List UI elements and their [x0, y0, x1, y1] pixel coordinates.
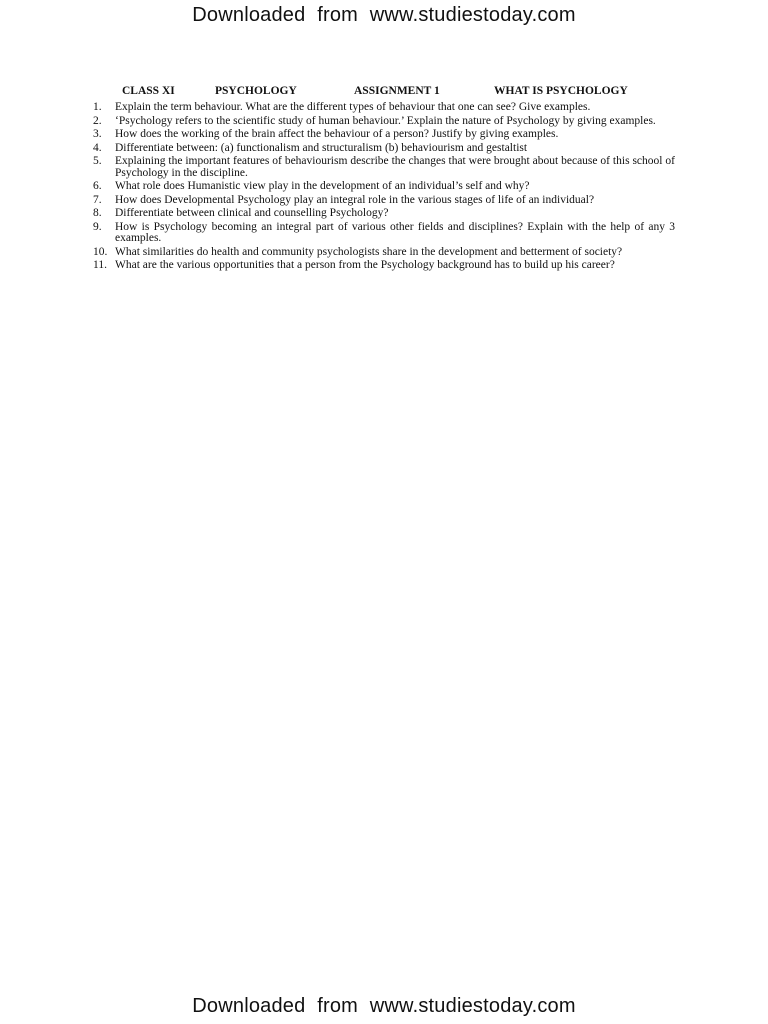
question-text: What similarities do health and community psychologists share in the development and betterment of society? — [115, 245, 623, 258]
question-text: Differentiate between clinical and counselling Psychology? — [115, 207, 389, 219]
question-number: 1. — [93, 101, 102, 113]
question-text: Differentiate between: (a) functionalism and structuralism (b) behaviourism and gestaltist — [115, 141, 528, 154]
question-number: 3. — [93, 128, 102, 140]
question-text: What role does Humanistic view play in the development of an individual’s self and why? — [115, 180, 530, 192]
question-text: ‘Psychology refers to the scientific study of human behaviour.’ Explain the nature of Psychology by giving examples. — [115, 114, 656, 127]
question-number: 5. — [93, 155, 102, 167]
question-item — [93, 143, 675, 155]
subject-label: PSYCHOLOGY — [215, 85, 297, 97]
question-text: What are the various opportunities that a person from the Psychology background has to build up his career? — [115, 259, 615, 271]
question-item — [93, 208, 675, 220]
question-number: 9. — [93, 220, 102, 233]
question-number: 2. — [93, 114, 102, 127]
question-item — [93, 102, 675, 114]
download-banner-top: Downloaded from www.studiestoday.com — [192, 4, 576, 26]
question-item — [93, 181, 675, 193]
question-text: How is Psychology becoming an integral part of various other fields and disciplines? Explain with the help of any 3 examples. — [115, 220, 675, 244]
topic-label: WHAT IS PSYCHOLOGY — [494, 85, 628, 97]
question-item — [93, 156, 675, 179]
question-number: 4. — [93, 141, 102, 154]
question-text: How does Developmental Psychology play an integral role in the various stages of life of an individual? — [115, 193, 595, 206]
assignment-document — [93, 86, 675, 274]
assignment-label: ASSIGNMENT 1 — [354, 85, 440, 97]
question-number: 7. — [93, 193, 102, 206]
download-banner-bottom: Downloaded from www.studiestoday.com — [192, 995, 576, 1017]
question-number: 8. — [93, 207, 102, 219]
question-item — [93, 260, 675, 272]
assignment-header — [93, 86, 675, 102]
question-number: 10. — [93, 245, 108, 258]
question-number: 6. — [93, 180, 102, 192]
question-text: Explaining the important features of behaviourism describe the changes that were brought about because of this school of Psychology in the discipline. — [115, 155, 675, 179]
class-label: CLASS XI — [122, 85, 175, 97]
question-text: How does the working of the brain affect the behaviour of a person? Justify by giving examples. — [115, 128, 559, 140]
question-list — [93, 102, 675, 272]
question-item — [93, 247, 675, 259]
question-number: 11. — [93, 259, 107, 271]
question-item — [93, 116, 675, 128]
question-item — [93, 129, 675, 141]
question-item — [93, 195, 675, 207]
question-text: Explain the term behaviour. What are the different types of behaviour that one can see? Give examples. — [115, 101, 591, 113]
question-item — [93, 222, 675, 245]
